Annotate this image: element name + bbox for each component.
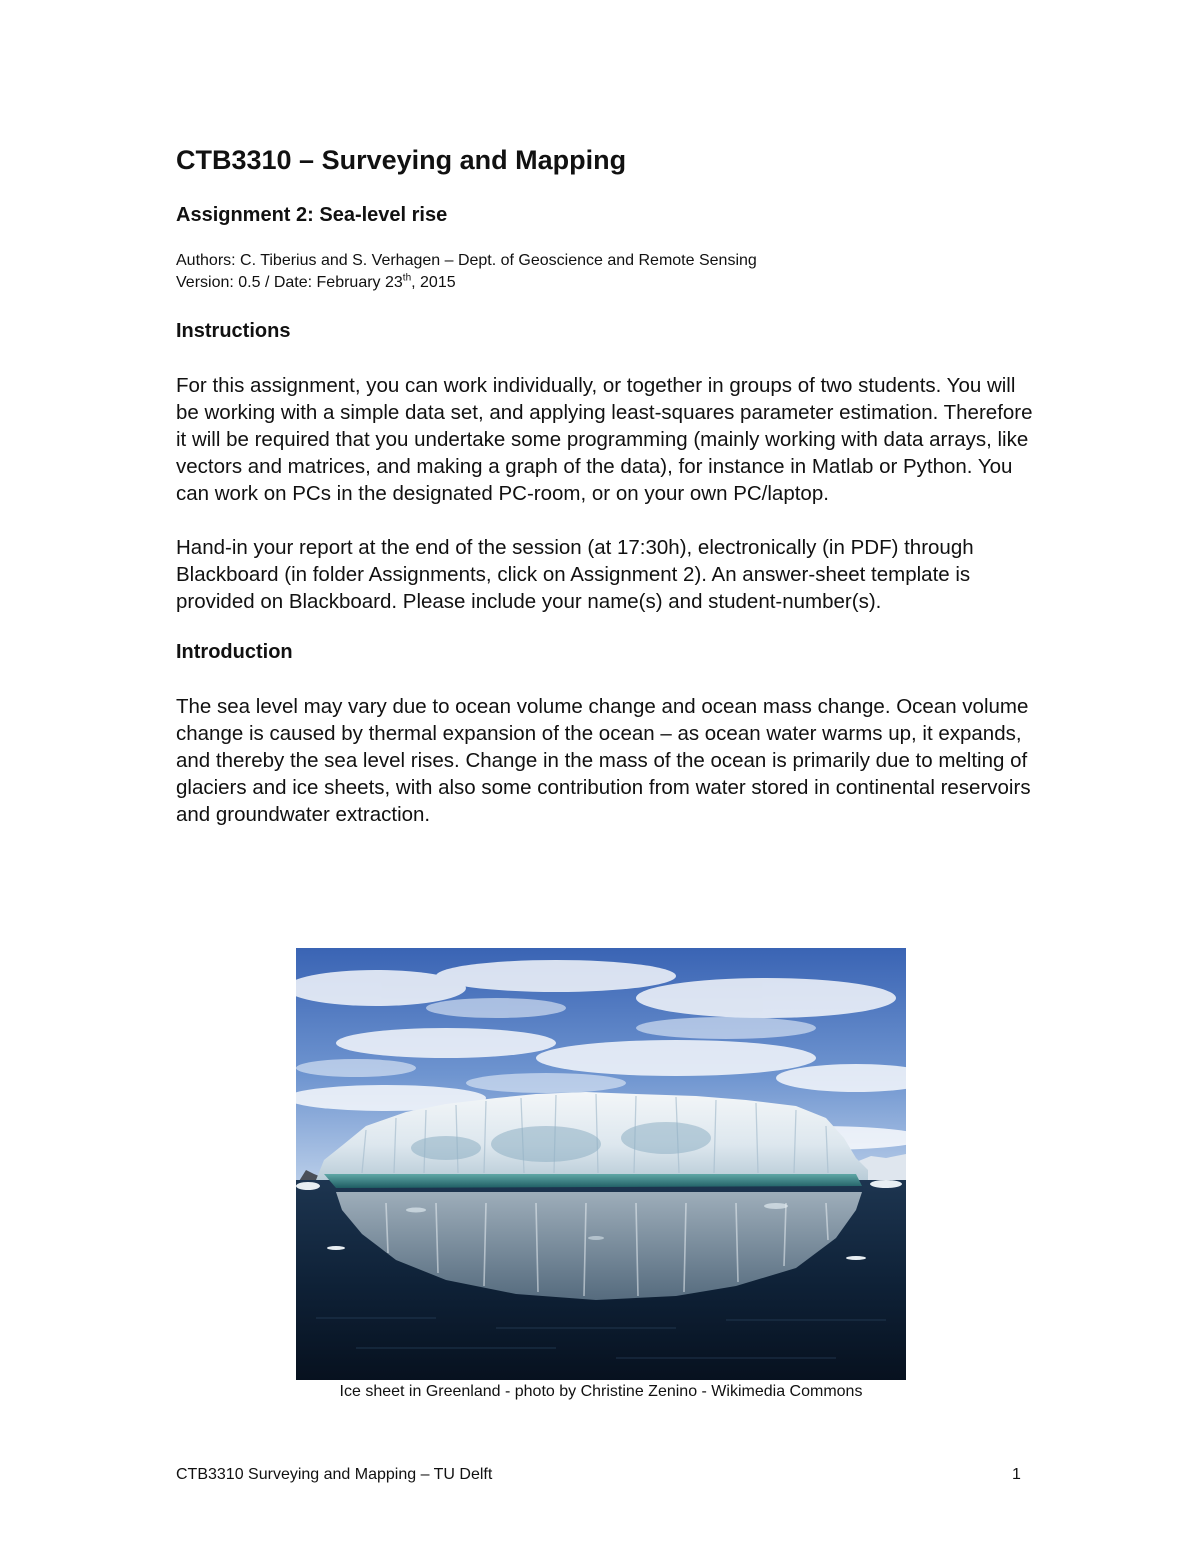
version-year: , 2015 bbox=[411, 274, 456, 291]
instructions-paragraph-2: Hand-in your report at the end of the session (at 17:30h), electronically (in PDF) through Blackboard (in folder Assignments, click on Assignment 2). An answer-sheet template is provided on Blackboard. Please include your name(s) and student-number(s). bbox=[176, 536, 974, 613]
assignment-title: Assignment 2: Sea-level rise bbox=[176, 204, 448, 226]
version-text: Version: 0.5 / Date: February 23 bbox=[176, 274, 403, 291]
authors-line: Authors: C. Tiberius and S. Verhagen – Dept. of Geoscience and Remote Sensing bbox=[176, 252, 757, 269]
instructions-paragraph-1: For this assignment, you can work individually, or together in groups of two students. You will be working with a simple data set, and applying least-squares parameter estimation. Therefore it will be required that you undertake some programming (mainly working with data arrays, like vectors and matrices, and making a graph of the data), for instance in Matlab or Python. You can work on PCs in the designated PC-room, or on your own PC/laptop. bbox=[176, 374, 1033, 505]
page-number: 1 bbox=[1012, 1466, 1021, 1483]
document-meta bbox=[176, 250, 1036, 294]
version-line bbox=[176, 272, 1036, 294]
iceberg-photo bbox=[296, 948, 906, 1380]
introduction-paragraph-1: The sea level may vary due to ocean volume change and ocean mass change. Ocean volume change is caused by thermal expansion of the ocean – as ocean water warms up, it expands, and thereby the sea level rises. Change in the mass of the ocean is primarily due to melting of glaciers and ice sheets, with also some contribution from water stored in continental reservoirs and groundwater extraction. bbox=[176, 695, 1031, 826]
figure-caption: Ice sheet in Greenland - photo by Christine Zenino - Wikimedia Commons bbox=[339, 1383, 863, 1400]
instructions-heading: Instructions bbox=[176, 320, 291, 342]
page-content bbox=[176, 140, 1036, 828]
document-title: CTB3310 – Surveying and Mapping bbox=[176, 145, 627, 175]
introduction-heading: Introduction bbox=[176, 641, 293, 663]
date-superscript: th bbox=[402, 272, 412, 284]
iceberg-illustration bbox=[296, 948, 906, 1380]
page-footer: CTB3310 Surveying and Mapping – TU Delft bbox=[176, 1466, 493, 1483]
